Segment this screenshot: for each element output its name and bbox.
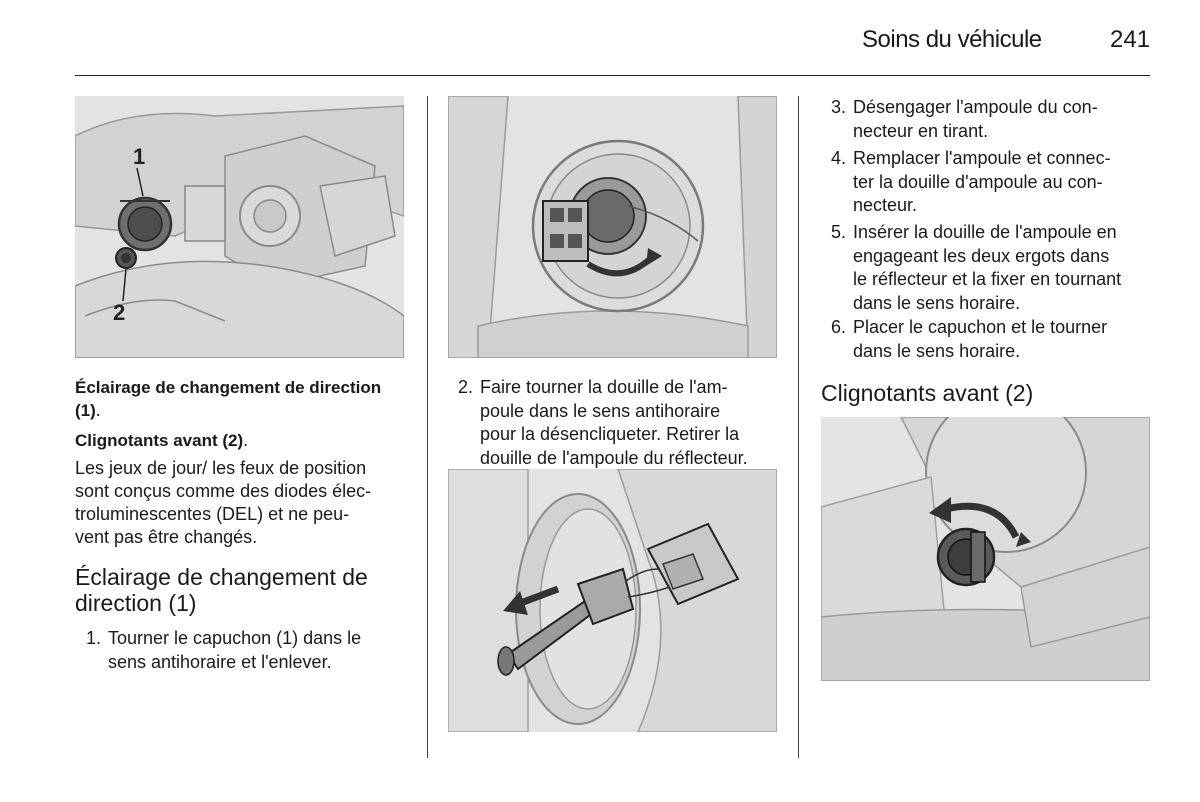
caption-1-end: . [95,400,101,420]
paragraph-line: sont conçus comme des diodes élec- [75,481,372,501]
step-number: 4. [831,148,847,168]
step-5 [831,221,1161,317]
step-line: douille de l'ampoule du réflecteur. [480,447,748,468]
step-line: sens antihoraire et l'enlever. [108,651,332,672]
step-4 [831,147,1161,219]
step-line: necteur en tirant. [853,120,989,141]
step-line: Insérer la douille de l'ampoule en [853,222,1117,242]
section-title: Soins du véhicule [862,26,1042,53]
bulb-removal-illustration [448,469,777,732]
step-2 [458,376,788,472]
step-line: engageant les deux ergots dans [853,245,1110,266]
step-line: Tourner le capuchon (1) dans le [108,628,362,648]
step-line: le réflecteur et la fixer en tournant [853,269,1122,289]
caption-2-end: . [243,430,249,450]
headlamp-overview-illustration [75,96,404,358]
column-divider-left [427,96,428,758]
paragraph-line: Les jeux de jour/ les feux de position [75,458,367,478]
step-1 [86,627,416,677]
caption-1-bold: Éclairage de changement de direction (1) [75,378,382,420]
heading-line: direction (1) [75,590,197,616]
step-number: 2. [458,377,474,397]
paragraph-line: troluminescentes (DEL) et ne peu- [75,504,350,524]
step-line: poule dans le sens antihoraire [480,400,721,421]
led-paragraph [75,457,371,549]
step-number: 6. [831,317,847,337]
heading-line: Éclairage de changement de [75,564,368,590]
paragraph-line: vent pas être changés. [75,527,258,547]
step-number: 1. [86,628,102,648]
step-line: Remplacer l'ampoule et connec- [853,148,1111,168]
step-number: 5. [831,222,847,242]
page-number: 241 [1110,26,1151,53]
step-line: dans le sens horaire. [853,340,1021,361]
step-line: pour la désencliqueter. Retirer la [480,424,740,444]
step-number: 3. [831,97,847,117]
section-heading-direction [75,564,368,616]
step-line: Placer le capuchon et le tourner [853,317,1108,337]
step-3 [831,96,1161,144]
step-line: necteur. [853,195,918,215]
caption-2-bold: Clignotants avant (2) [75,431,244,450]
callout-1-label: 1 [133,144,146,169]
figure-caption-1 [75,376,405,422]
step-6 [831,316,1161,364]
callout-2-label: 2 [113,300,126,325]
step-line: Faire tourner la douille de l'am- [480,377,728,397]
step-line: ter la douille d'ampoule au con- [853,171,1103,192]
step-line: Désengager l'ampoule du con- [853,97,1098,117]
turn-signal-socket-illustration [821,417,1150,681]
figure-caption-2 [75,429,248,452]
column-divider-right [798,96,799,758]
header-divider [75,75,1150,76]
step-line: dans le sens horaire. [853,292,1021,313]
bulb-socket-illustration [448,96,777,358]
section-heading-front-turn-signals: Clignotants avant (2) [821,380,1034,406]
